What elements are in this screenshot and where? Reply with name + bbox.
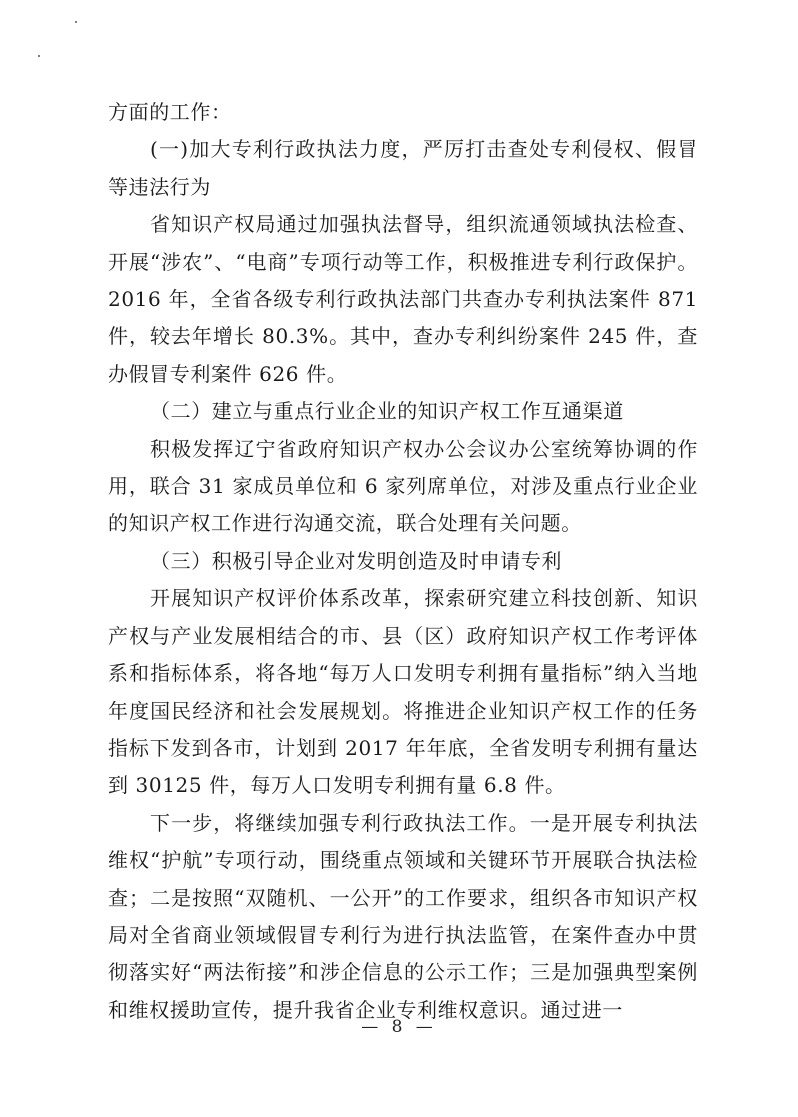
section-heading-1: (一)加大专利行政执法力度，严厉打击查处专利侵权、假冒等违法行为 <box>108 137 698 199</box>
scan-speck <box>38 55 40 57</box>
scan-speck <box>75 21 77 23</box>
paragraph-2: 积极发挥辽宁省政府知识产权办公会议办公室统筹协调的作用，联合 31 家成员单位和 6 家列席单位，对涉及重点行业企业的知识产权工作进行沟通交流，联合处理有关问题。 <box>108 436 698 536</box>
section-heading-2: （二）建立与重点行业企业的知识产权工作互通渠道 <box>150 399 624 424</box>
paragraph-1: 省知识产权局通过加强执法督导，组织流通领域执法检查、开展“涉农”、“电商”专项行动等工作，积极推进专利行政保护。2016 年，全省各级专利行政执法部门共查办专利执法案件 871件，较去年增长 80.3%。其中，查办专利纠纷案件 245 件，查办假冒专利案件 626 件。 <box>108 212 698 386</box>
paragraph-4: 下一步，将继续加强专利行政执法工作。一是开展专利执法维权“护航”专项行动，围绕重点领域和关键环节开展联合执法检查；二是按照“双随机、一公开”的工作要求，组织各市知识产权局对全省商业领域假冒专利行为进行执法监管，在案件查办中贯彻落实好“两法衔接”和涉企信息的公示工作；三是加强典型案例和维权援助宣传，提升我省企业专利维权意识。通过进一 <box>108 810 698 1022</box>
body-text <box>108 94 698 1029</box>
page-number: — 8 — <box>361 1017 437 1037</box>
paragraph-3: 开展知识产权评价体系改革，探索研究建立科技创新、知识产权与产业发展相结合的市、县（区）政府知识产权工作考评体系和指标体系，将各地“每万人口发明专利拥有量指标”纳入当地年度国民经济和社会发展规划。将推进企业知识产权工作的任务指标下发到各市，计划到 2017 年年底，全省发明专利拥有量达到 30125 件，每万人口发明专利拥有量 6.8 件。 <box>108 586 698 798</box>
section-heading-3: （三）积极引导企业对发明创造及时申请专利 <box>150 548 562 573</box>
intro-line: 方面的工作： <box>108 100 232 124</box>
